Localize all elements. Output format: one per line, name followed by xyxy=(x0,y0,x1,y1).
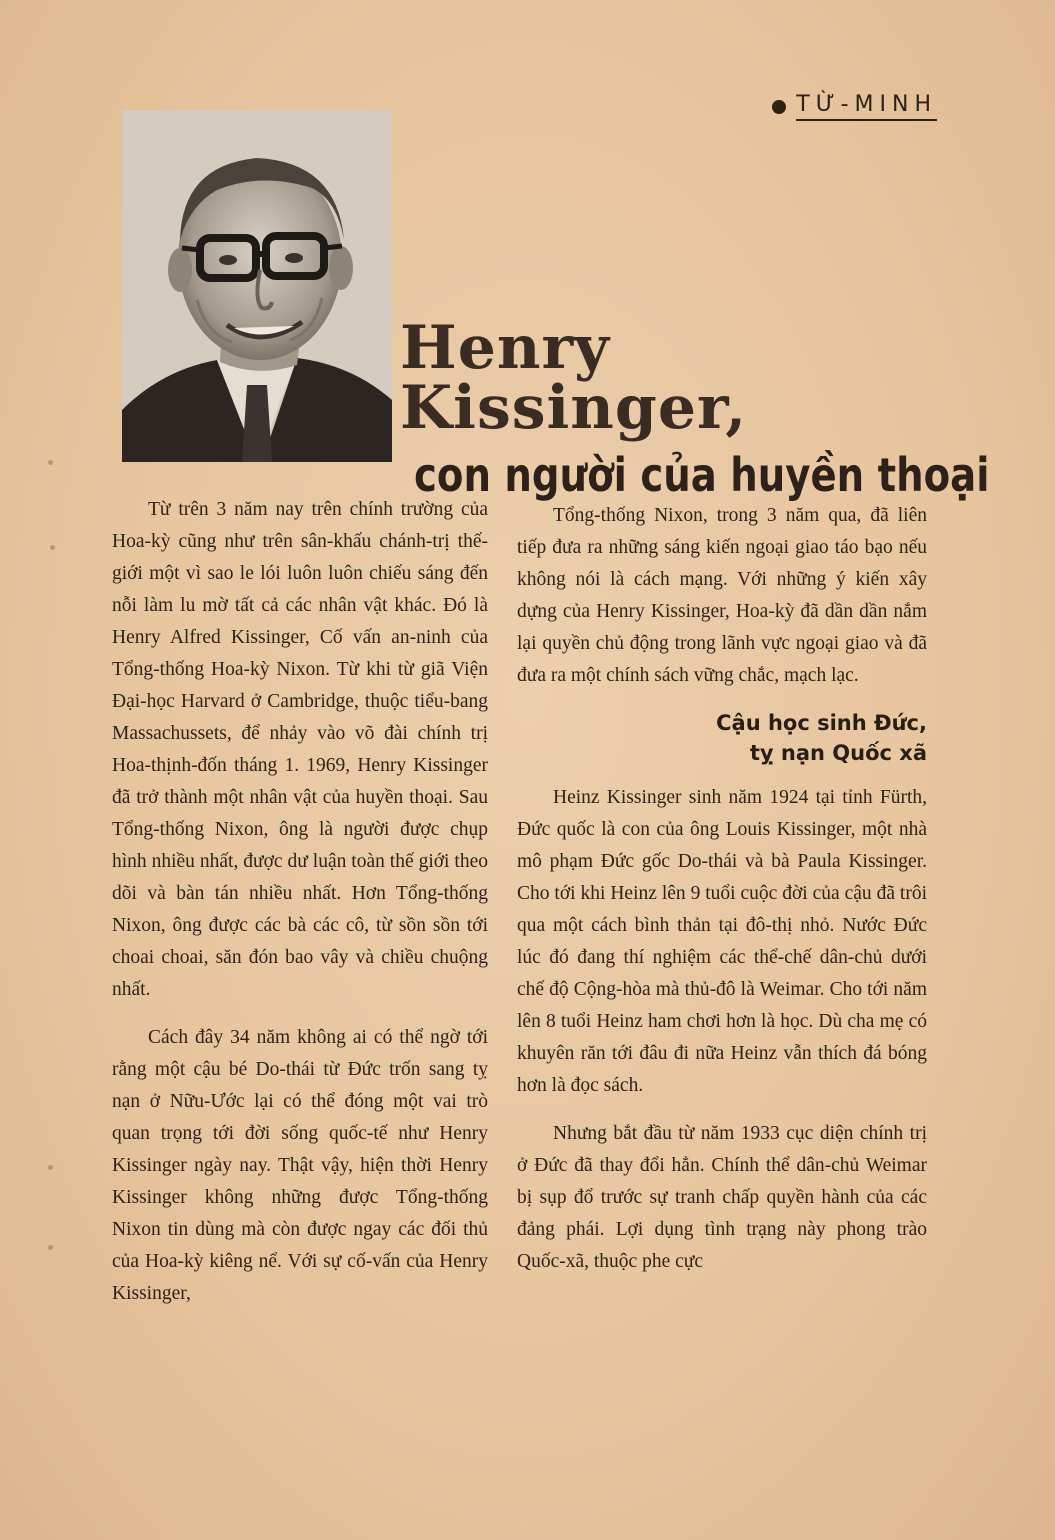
bullet-icon xyxy=(772,100,786,114)
subheading-line: Cậu học sinh Đức, xyxy=(716,711,927,735)
paragraph: Heinz Kissinger sinh năm 1924 tại tỉnh Fürth, Đức quốc là con của ông Louis Kissinger, một nhà mô phạm Đức gốc Do-thái và bà Paula Kissinger. Cho tới khi Heinz lên 9 tuổi cuộc đời của cậu đã trôi qua một cách bình thản tại đô-thị nhỏ. Nước Đức lúc đó đang thí nghiệm các thể-chế dân-chủ dưới chế độ Cộng-hòa mà thủ-đô là Weimar. Cho tới năm lên 8 tuổi Heinz ham chơi hơn là học. Dù cha mẹ có khuyên răn tới đâu đi nữa Heinz vẫn thích đá bóng hơn là đọc sách. xyxy=(517,787,927,1096)
paper-speck xyxy=(50,545,55,550)
paper-speck xyxy=(48,460,53,465)
paragraph: Nhưng bắt đầu từ năm 1933 cục diện chính trị ở Đức đã thay đổi hẳn. Chính thể dân-chủ Weimar bị sụp đổ trước sự tranh chấp quyền hành của các đảng phái. Lợi dụng tình trạng này phong trào Quốc-xã, thuộc phe cực xyxy=(517,1123,927,1272)
paper-speck xyxy=(48,1245,53,1250)
article-title: Henry Kissinger, xyxy=(400,313,748,443)
author-name: TỪ-MINH xyxy=(796,92,937,121)
paragraph: Tổng-thống Nixon, trong 3 năm qua, đã liên tiếp đưa ra những sáng kiến ngoại giao táo bạo nếu không nói là cách mạng. Với những ý kiến xây dựng của Henry Kissinger, Hoa-kỳ đã dần dần nắm lại quyền chủ động trong lãnh vực ngoại giao và đã đưa ra một chính sách vững chắc, mạch lạc. xyxy=(517,505,927,686)
portrait-illustration xyxy=(122,110,392,462)
text-column-left xyxy=(112,494,488,1326)
text-column-right xyxy=(517,500,927,1294)
author-byline xyxy=(772,92,937,121)
portrait-photo xyxy=(122,110,392,462)
paragraph: Cách đây 34 năm không ai có thể ngờ tới rằng một cậu bé Do-thái từ Đức trốn sang tỵ nạn ở Nữu-Ước lại có thể đóng một vai trò quan trọng tới đời sống quốc-tế như Henry Kissinger ngày nay. Thật vậy, hiện thời Henry Kissinger không những được Tổng-thống Nixon tin dùng mà còn được ngay các đối thủ của Hoa-kỳ kiêng nể. Với sự cố-vấn của Henry Kissinger, xyxy=(112,1027,488,1304)
article-title-block xyxy=(400,313,990,502)
paragraph: Từ trên 3 năm nay trên chính trường của Hoa-kỳ cũng như trên sân-khấu chánh-trị thế-giới một vì sao le lói luôn luôn chiếu sáng đến nỗi làm lu mờ tất cả các nhân vật khác. Đó là Henry Alfred Kissinger, Cố vấn an-ninh của Tổng-thống Hoa-kỳ Nixon. Từ khi từ giã Viện Đại-học Harvard ở Cambridge, thuộc tiểu-bang Massachussets, để nhảy vào võ đài chính trị Hoa-thịnh-đốn tháng 1. 1969, Henry Kissinger đã trở thành một nhân vật của huyền thoại. Sau Tổng-thống Nixon, ông là người được chụp hình nhiều nhất, được dư luận toàn thế giới theo dõi và bàn tán nhiều nhất. Hơn Tổng-thống Nixon, ông được các bà các cô, từ sồn sồn tới choai choai, săn đón bao vây và chiều chuộng nhất. xyxy=(112,499,488,1000)
paper-speck xyxy=(48,1165,53,1170)
subheading-line: tỵ nạn Quốc xã xyxy=(749,741,927,765)
article-subtitle: con người của huyền thoại xyxy=(414,448,990,502)
section-subheading xyxy=(517,708,927,768)
